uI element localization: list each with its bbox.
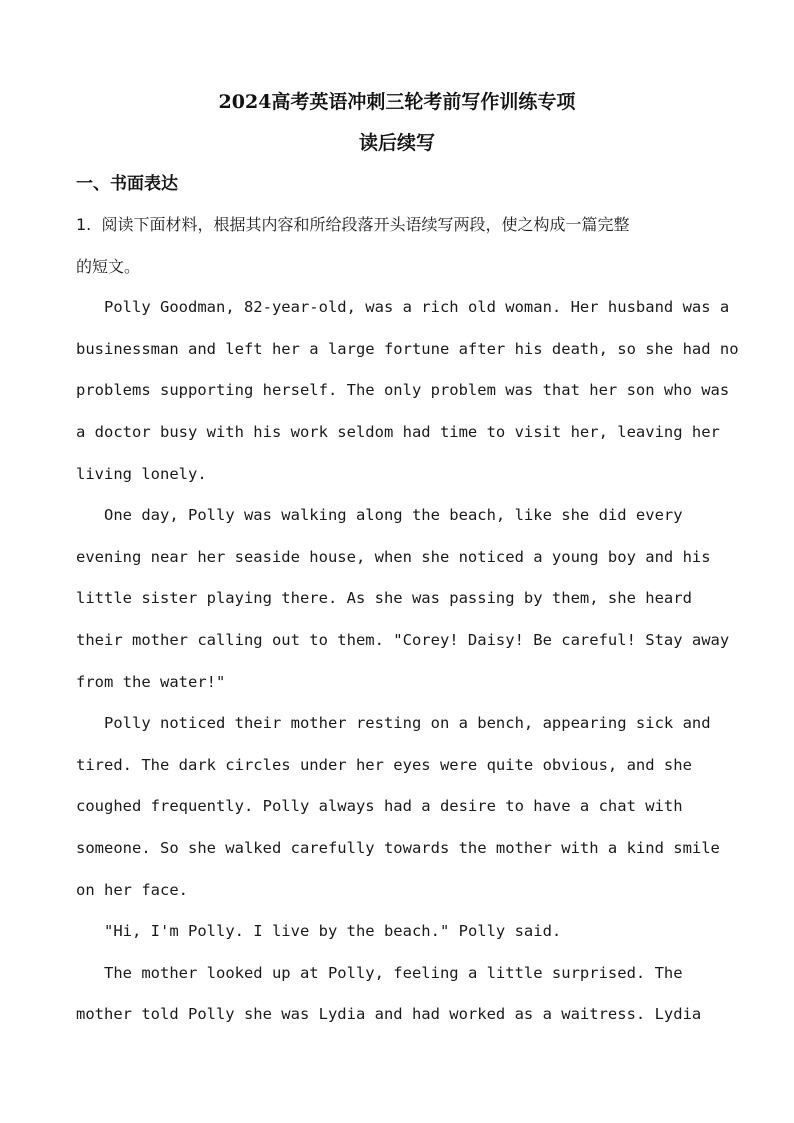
paragraph-line: "Hi, I'm Polly. I live by the beach." Polly said. [104,922,562,941]
section-heading: 一、书面表达 [76,174,178,194]
paragraph-line: a doctor busy with his work seldom had time to visit her, leaving her [76,422,720,441]
paragraph-line: mother told Polly she was Lydia and had worked as a waitress. Lydia [76,1005,702,1024]
question-number: 1. [76,215,92,234]
question-instruction-line-2: 的短文。 [76,256,141,276]
paragraph-line: coughed frequently. Polly always had a desire to have a chat with [76,797,683,816]
document-body [76,204,740,1036]
paragraph-line: problems supporting herself. The only problem was that her son who was [76,381,730,400]
paragraph-line: tired. The dark circles under her eyes were quite obvious, and she [76,755,692,774]
paragraph-line: Polly Goodman, 82-year-old, was a rich old woman. Her husband was a [104,298,730,317]
paragraph-line: their mother calling out to them. "Corey! Daisy! Be careful! Stay away [76,630,730,649]
paragraph-line: someone. So she walked carefully towards the mother with a kind smile [76,838,720,857]
paragraph-line: on her face. [76,880,188,899]
paragraph-line: little sister playing there. As she was passing by them, she heard [76,589,692,608]
paragraph-line: One day, Polly was walking along the beach, like she did every [104,506,683,525]
question-instruction-line-1: 1. 阅读下面材料，根据其内容和所给段落开头语续写两段，使之构成一篇完整 [76,215,630,234]
paragraph-line: from the water!" [76,672,226,691]
document-subtitle: 读后续写 [358,132,435,154]
paragraph-line: businessman and left her a large fortune after his death, so she had no [76,339,739,358]
paragraph-line: The mother looked up at Polly, feeling a little surprised. The [104,963,683,982]
paragraph-line: evening near her seaside house, when she noticed a young boy and his [76,547,711,566]
paragraph-line: living lonely. [76,464,207,483]
document-title: 2024高考英语冲刺三轮考前写作训练专项 [218,91,576,113]
paragraph-line: Polly noticed their mother resting on a bench, appearing sick and [104,714,711,733]
